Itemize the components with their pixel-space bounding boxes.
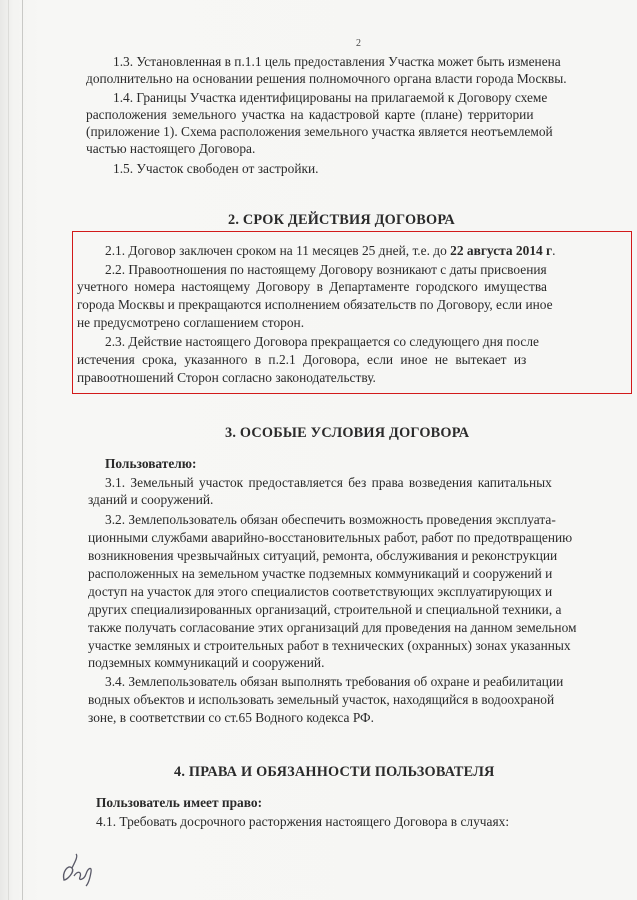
paragraph-4-1: 4.1. Требовать досрочного расторжения настоящего Договора в случаях: [96,814,510,829]
paragraph-3-2-line-4: расположенных на земельном участке подземных коммуникаций и сооружений и [88,566,553,581]
paragraph-3-4-line-2: водных объектов и использовать земельный участок, находящийся в водоохраной [88,692,555,707]
paragraph-2-3-line-3: правоотношений Сторон согласно законодательству. [77,370,376,385]
paragraph-1-4-line-4: частью настоящего Договора. [86,141,256,156]
signature-initials [58,850,98,888]
paragraph-1-4-line-2: расположения земельного участка на кадастровой карте (плане) территории [86,107,534,122]
section-3-subheading: Пользователю: [105,456,197,471]
paragraph-1-4-line-3: (приложение 1). Схема расположения земельного участка является неотъемлемой [86,124,553,139]
page-fold-line [22,0,23,900]
paragraph-2-1-text: 2.1. Договор заключен сроком на 11 месяцев 25 дней, т.е. до [105,243,447,258]
paragraph-3-2-line-7: также получать согласование этих организаций для проведения на данном земельном [88,620,577,635]
paragraph-3-2-line-1: 3.2. Землепользователь обязан обеспечить возможность проведения эксплуата- [105,512,556,527]
section-4-subheading: Пользователь имеет право: [96,795,263,810]
paragraph-1-4-line-1: 1.4. Границы Участка идентифицированы на прилагаемой к Договору схеме [113,90,548,105]
paragraph-3-2-line-5: доступ на участок для этого специалистов соответствующих эксплуатирующих и [88,584,553,599]
page-fold-shadow [8,0,9,900]
paragraph-2-2-line-4: не предусмотрено соглашением сторон. [77,315,305,330]
section-4-heading: 4. ПРАВА И ОБЯЗАННОСТИ ПОЛЬЗОВАТЕЛЯ [174,764,495,780]
paragraph-3-2-line-3: возникновения чрезвычайных ситуаций, ремонта, обслуживания и реконструкции [88,548,558,563]
paragraph-2-1 [105,243,556,259]
paragraph-1-3-line-1: 1.3. Установленная в п.1.1 цель предоставления Участка может быть изменена [113,54,561,69]
paragraph-2-1-suffix: . [552,243,556,258]
paragraph-3-2-line-8: участке земляных и строительных работ в технических (охранных) зонах указанных [88,638,571,653]
paragraph-3-4-line-1: 3.4. Землепользователь обязан выполнять требования об охране и реабилитации [105,674,564,689]
paragraph-2-2-line-2: учетного номера настоящему Договору в Департаменте городского имущества [77,279,547,294]
paragraph-3-4-line-3: зоне, в соответствии со ст.65 Водного кодекса РФ. [88,710,374,725]
section-3-heading: 3. ОСОБЫЕ УСЛОВИЯ ДОГОВОРА [225,425,470,441]
paragraph-1-3-line-2: дополнительно на основании решения полномочного органа власти города Москвы. [86,71,567,86]
paragraph-3-2-line-2: ционными службами аварийно-восстановительных работ, работ по предотвращению [88,530,573,545]
paragraph-3-1-line-2: зданий и сооружений. [88,492,214,507]
paragraph-2-3-line-2: истечения срока, указанного в п.2.1 Договора, если иное не вытекает из [77,352,527,367]
paragraph-3-2-line-9: подземных коммуникаций и сооружений. [88,655,325,670]
page-number: 2 [356,38,361,49]
paragraph-2-2-line-1: 2.2. Правоотношения по настоящему Договору возникают с даты присвоения [105,262,547,277]
paragraph-1-5: 1.5. Участок свободен от застройки. [113,161,319,176]
paragraph-2-3-line-1: 2.3. Действие настоящего Договора прекращается со следующего дня после [105,334,540,349]
paragraph-2-1-date: 22 августа 2014 г [450,243,553,258]
paragraph-3-1-line-1: 3.1. Земельный участок предоставляется без права возведения капитальных [105,475,552,490]
paragraph-3-2-line-6: других специализированных организаций, строительной и специальной техники, а [88,602,562,617]
section-2-heading: 2. СРОК ДЕЙСТВИЯ ДОГОВОРА [228,212,455,228]
paragraph-2-2-line-3: города Москвы и прекращаются исполнением обязательств по Договору, если иное [77,297,553,312]
